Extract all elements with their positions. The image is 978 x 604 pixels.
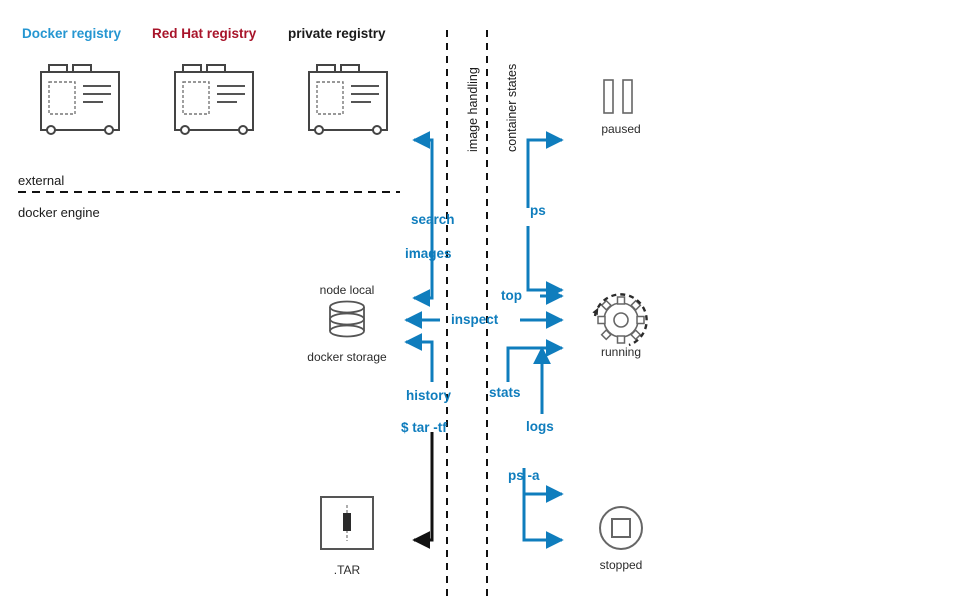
tar-label: .TAR xyxy=(333,563,361,577)
arrow-ps-a-lower xyxy=(524,494,562,540)
command-label-inspect: inspect xyxy=(451,312,499,327)
registry-box-icon xyxy=(309,65,387,134)
registry-label-docker: Docker registry xyxy=(22,26,122,41)
registry-box-icon xyxy=(41,65,119,134)
database-cylinder-icon xyxy=(330,302,364,337)
arrow-images xyxy=(414,255,432,298)
command-label-history: history xyxy=(406,388,452,403)
command-label-top: top xyxy=(501,288,522,303)
paused-label: paused xyxy=(601,122,641,136)
registry-label-private: private registry xyxy=(288,26,386,41)
arrow-search xyxy=(414,140,432,255)
node-local-storage-label-line1: node local xyxy=(319,283,375,297)
command-label-images: images xyxy=(405,246,452,261)
arrow-tar xyxy=(414,432,432,540)
node-local-storage-label-line2: docker storage xyxy=(307,350,387,364)
stop-square-icon xyxy=(600,507,642,549)
command-label-ps: ps xyxy=(530,203,546,218)
zone-label-docker-engine: docker engine xyxy=(18,205,100,220)
registry-box-icon xyxy=(175,65,253,134)
arrow-ps xyxy=(528,140,562,208)
arrow-stats xyxy=(508,348,562,382)
pause-bars-icon xyxy=(604,80,632,113)
axis-label-image-handling: image handling xyxy=(466,67,480,152)
command-label-stats: stats xyxy=(489,385,521,400)
running-label: running xyxy=(600,345,642,359)
arrow-ps-running xyxy=(528,226,562,290)
arrow-history xyxy=(406,342,432,382)
tar-file-icon xyxy=(321,497,373,549)
command-label-tar: $ tar -tf xyxy=(401,420,447,435)
registry-label-redhat: Red Hat registry xyxy=(152,26,257,41)
stopped-label: stopped xyxy=(599,558,643,572)
command-label-logs: logs xyxy=(526,419,554,434)
zone-label-external: external xyxy=(18,173,65,188)
command-label-ps-a: ps -a xyxy=(508,468,540,483)
axis-label-container-states: container states xyxy=(505,63,519,152)
command-label-search: search xyxy=(411,212,455,227)
gear-rotating-icon xyxy=(592,294,646,345)
